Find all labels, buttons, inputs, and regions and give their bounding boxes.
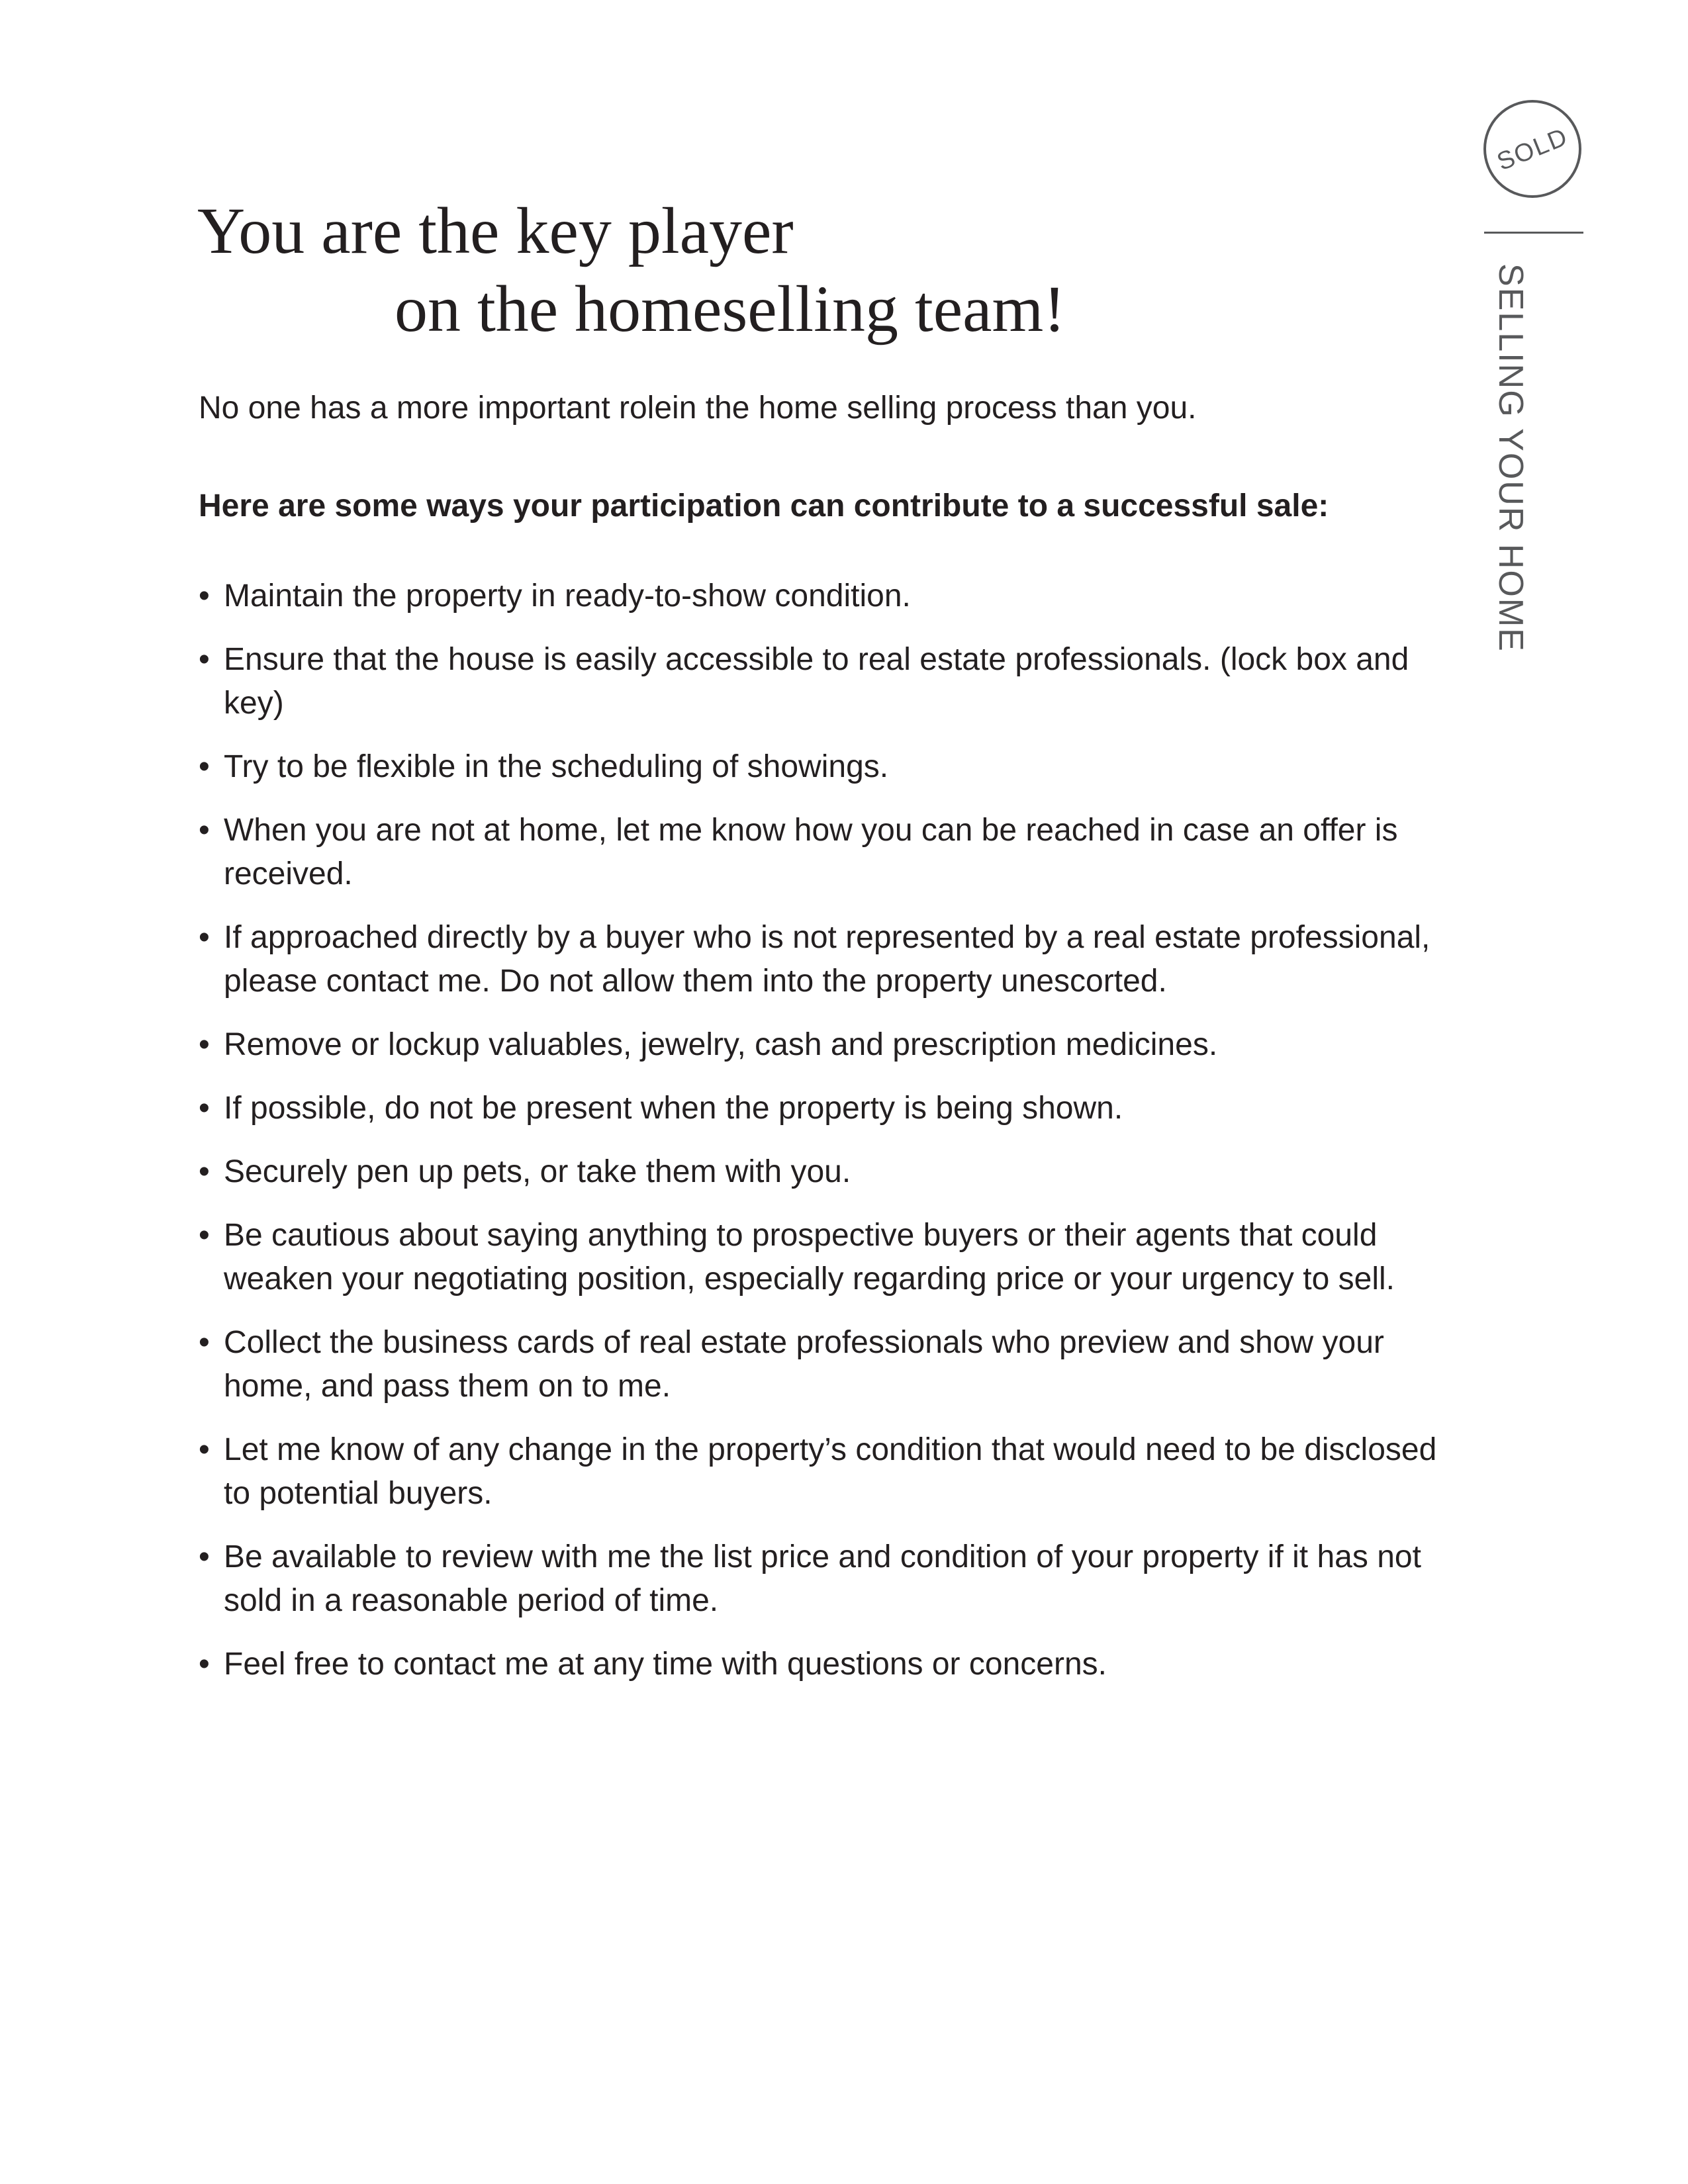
intro-paragraph: No one has a more important rolein the home selling process than you.	[199, 390, 1197, 426]
list-item-text: If possible, do not be present when the property is being shown.	[224, 1091, 1123, 1126]
list-item	[199, 809, 1456, 896]
bullet-icon: •	[199, 1218, 210, 1253]
sidebar-section-label: SELLING YOUR HOME	[1491, 263, 1530, 653]
bullet-icon: •	[199, 1539, 210, 1574]
bullet-icon: •	[199, 1325, 210, 1360]
tips-list	[199, 574, 1456, 1706]
sold-stamp-label: SOLD	[1493, 122, 1572, 177]
list-item	[199, 916, 1456, 1003]
list-item	[199, 1428, 1456, 1516]
page-title-line-2: on the homeselling team!	[395, 272, 1066, 345]
list-item-text: Let me know of any change in the property’s condition that would need to be disclosed to potential buyers.	[224, 1432, 1437, 1511]
list-item	[199, 1087, 1456, 1130]
list-item-text: Collect the business cards of real estate professionals who preview and show your home, and pass them on to me.	[224, 1325, 1384, 1404]
list-item-text: Be available to review with me the list price and condition of your property if it has not sold in a reasonable period of time.	[224, 1539, 1421, 1618]
sidebar-divider	[1484, 232, 1583, 234]
bullet-icon: •	[199, 813, 210, 848]
bullet-icon: •	[199, 749, 210, 784]
list-item-text: Securely pen up pets, or take them with you.	[224, 1154, 851, 1189]
page-title	[197, 192, 1455, 348]
bullet-icon: •	[199, 642, 210, 677]
list-item	[199, 1023, 1456, 1067]
sold-stamp-icon	[1483, 99, 1582, 199]
list-item	[199, 745, 1456, 789]
list-item-text: Ensure that the house is easily accessible to real estate professionals. (lock box and key)	[224, 642, 1409, 721]
list-item	[199, 638, 1456, 725]
bullet-icon: •	[199, 920, 210, 955]
list-item	[199, 1643, 1456, 1686]
bullet-icon: •	[199, 1027, 210, 1062]
lead-heading: Here are some ways your participation can contribute to a successful sale:	[199, 488, 1329, 523]
list-item-text: Try to be flexible in the scheduling of showings.	[224, 749, 889, 784]
list-item-text: Remove or lockup valuables, jewelry, cash and prescription medicines.	[224, 1027, 1218, 1062]
bullet-icon: •	[199, 578, 210, 614]
list-item	[199, 1535, 1456, 1623]
list-item-text: Feel free to contact me at any time with questions or concerns.	[224, 1647, 1107, 1682]
list-item	[199, 1214, 1456, 1301]
list-item-text: When you are not at home, let me know how you can be reached in case an offer is received.	[224, 813, 1398, 891]
bullet-icon: •	[199, 1154, 210, 1189]
bullet-icon: •	[199, 1647, 210, 1682]
bullet-icon: •	[199, 1432, 210, 1467]
list-item-text: Be cautious about saying anything to prospective buyers or their agents that could weaken your negotiating position, especially regarding price or your urgency to sell.	[224, 1218, 1395, 1297]
page-title-line-1: You are the key player	[197, 194, 794, 267]
list-item	[199, 574, 1456, 618]
list-item-text: If approached directly by a buyer who is not represented by a real estate professional, please contact me. Do not allow them into the property unescorted.	[224, 920, 1430, 999]
list-item	[199, 1150, 1456, 1194]
bullet-icon: •	[199, 1091, 210, 1126]
list-item-text: Maintain the property in ready-to-show condition.	[224, 578, 911, 614]
list-item	[199, 1321, 1456, 1408]
